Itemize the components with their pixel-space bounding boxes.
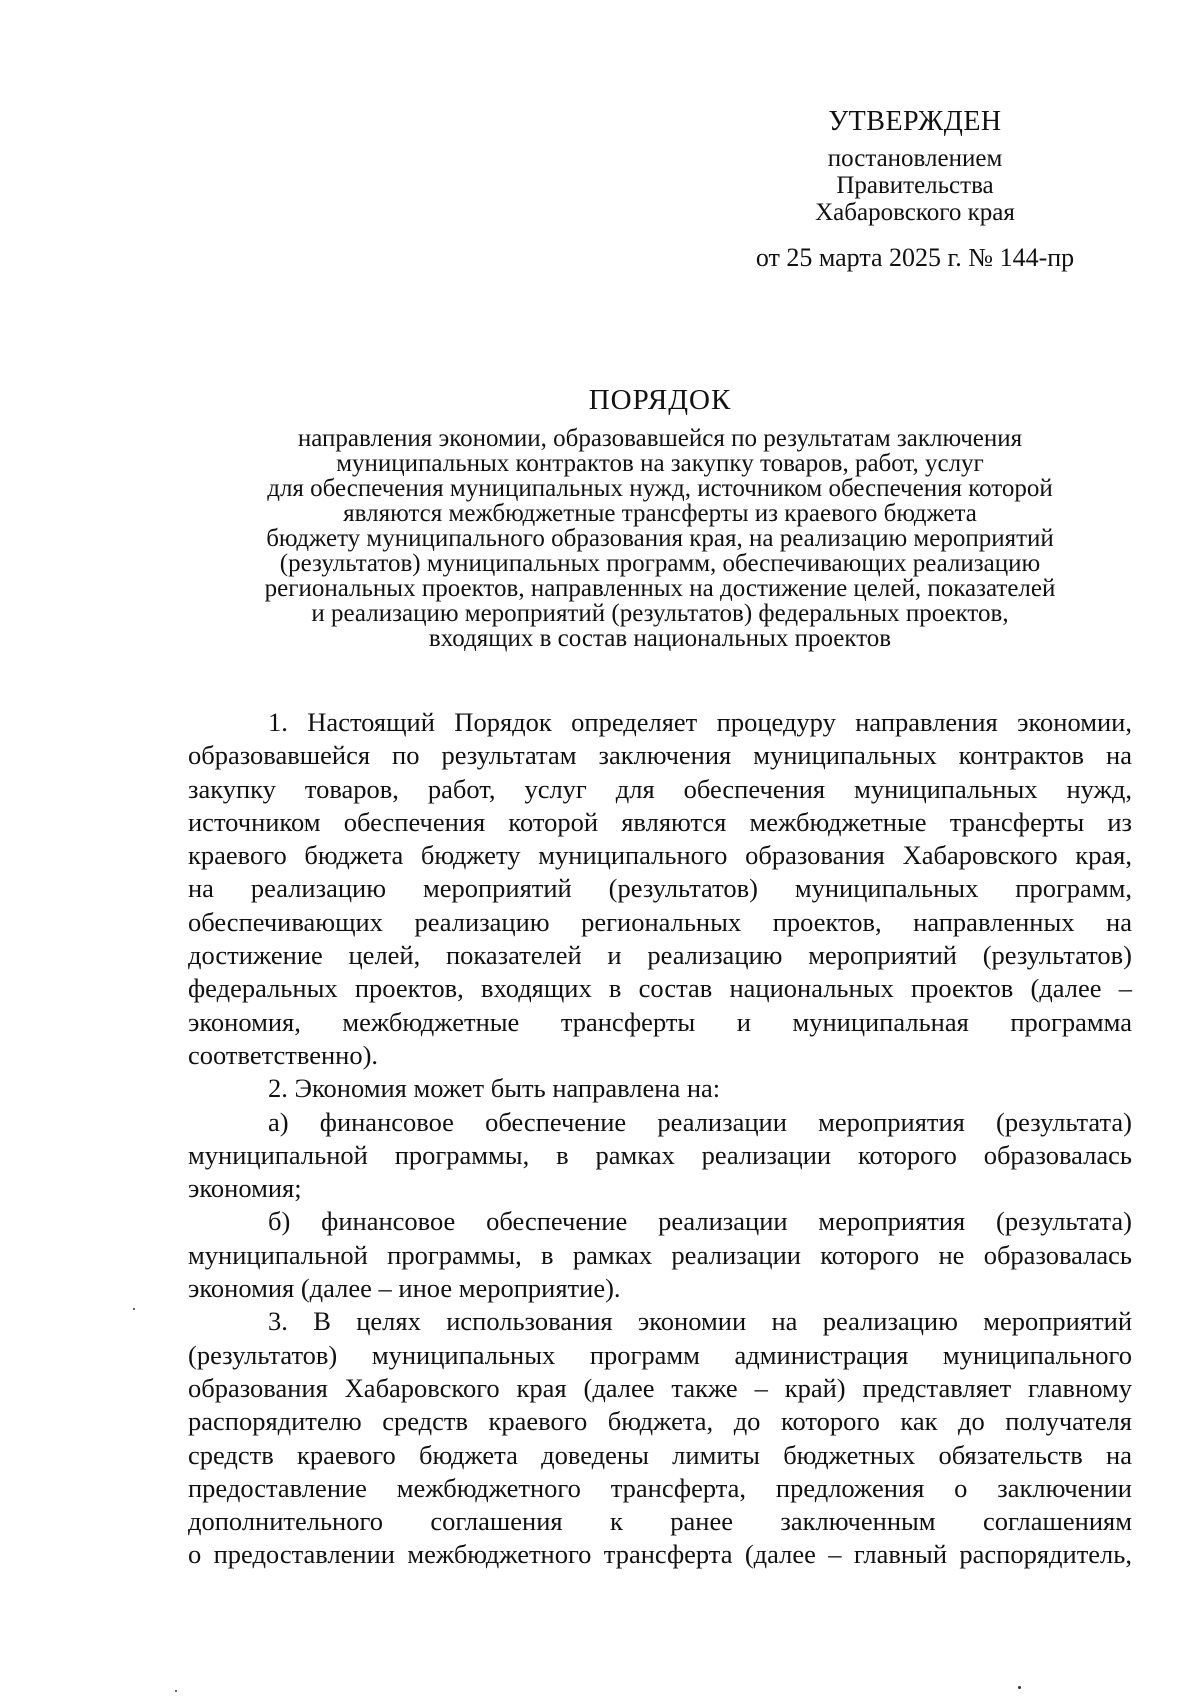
paragraph-2b (188, 1205, 1132, 1305)
subtitle-line: направления экономии, образовавшейся по результатам заключения (297, 425, 1023, 452)
text-line: дополнительного соглашения к ранее заключенным соглашениям (188, 1506, 1132, 1537)
text-line: распорядителю средств краевого бюджета, до которого как до получателя (188, 1406, 1132, 1437)
paragraph-2 (188, 1072, 1132, 1105)
approval-line: постановлением (827, 145, 1003, 172)
document-title: ПОРЯДОК (588, 384, 732, 416)
paragraph-3 (188, 1305, 1132, 1571)
text-line: муниципальной программы, в рамках реализации которого не образовалась (188, 1239, 1132, 1270)
subtitle-line: и реализацию мероприятий (результатов) федеральных проектов, (311, 600, 1009, 627)
text-line: экономия; (188, 1173, 302, 1204)
text-line: экономия (далее – иное мероприятие). (188, 1273, 621, 1304)
text-line: достижение целей, показателей и реализацию мероприятий (результатов) (188, 940, 1132, 971)
text-line: на реализацию мероприятий (результатов) муниципальных программ, (188, 873, 1132, 904)
approval-stamp (700, 108, 1130, 271)
text-line: 2. Экономия может быть направлена на: (268, 1073, 721, 1104)
document-body (188, 706, 1132, 1572)
paragraph-2a (188, 1106, 1132, 1206)
subtitle-line: муниципальных контрактов на закупку товаров, работ, услуг (336, 450, 984, 477)
scan-speck (1018, 1686, 1021, 1689)
text-line: источником обеспечения которой являются межбюджетные трансферты из (188, 806, 1132, 837)
text-line: а) финансовое обеспечение реализации мероприятия (результата) (268, 1106, 1132, 1137)
text-line: федеральных проектов, входящих в состав национальных проектов (далее – (188, 973, 1132, 1004)
text-line: соответственно). (188, 1039, 379, 1070)
text-line: (результатов) муниципальных программ администрация муниципального (188, 1339, 1132, 1370)
subtitle-line: региональных проектов, направленных на достижение целей, показателей (264, 575, 1056, 602)
approval-line: Хабаровского края (815, 199, 1015, 226)
approval-line: Правительства (836, 172, 994, 199)
text-line: образования Хабаровского края (далее также – край) представляет главному (188, 1372, 1132, 1403)
text-line: обеспечивающих реализацию региональных проектов, направленных на (188, 906, 1132, 937)
subtitle-line: входящих в состав национальных проектов (428, 625, 892, 652)
text-line: образовавшейся по результатам заключения муниципальных контрактов на (188, 740, 1132, 771)
text-line: экономия, межбюджетные трансферты и муниципальная программа (188, 1006, 1132, 1037)
scan-speck (133, 1308, 135, 1310)
text-line: б) финансовое обеспечение реализации мероприятия (результата) (268, 1206, 1132, 1237)
text-line: краевого бюджета бюджету муниципального образования Хабаровского края, (188, 840, 1132, 871)
subtitle-line: бюджету муниципального образования края, на реализацию мероприятий (266, 525, 1054, 552)
text-line: 3. В целях использования экономии на реализацию мероприятий (268, 1306, 1132, 1337)
scan-speck (175, 1690, 177, 1692)
approval-title: УТВЕРЖДЕН (828, 106, 1002, 137)
text-line: закупку товаров, работ, услуг для обеспечения муниципальных нужд, (188, 773, 1132, 804)
paragraph-1 (188, 706, 1132, 1072)
text-line: муниципальной программы, в рамках реализации которого образовалась (188, 1139, 1132, 1170)
text-line: 1. Настоящий Порядок определяет процедуру направления экономии, (268, 707, 1132, 737)
subtitle-line: являются межбюджетные трансферты из краевого бюджета (343, 500, 977, 527)
document-subtitle (190, 426, 1130, 651)
text-line: средств краевого бюджета доведены лимиты бюджетных обязательств на (188, 1439, 1132, 1470)
subtitle-line: для обеспечения муниципальных нужд, источником обеспечения которой (267, 475, 1053, 502)
subtitle-line: (результатов) муниципальных программ, обеспечивающих реализацию (279, 550, 1041, 577)
approval-date: от 25 марта 2025 г. № 144-пр (755, 243, 1075, 272)
text-line: о предоставлении межбюджетного трансферта (далее – главный распорядитель, (188, 1539, 1132, 1570)
text-line: предоставление межбюджетного трансферта, предложения о заключении (188, 1472, 1132, 1503)
